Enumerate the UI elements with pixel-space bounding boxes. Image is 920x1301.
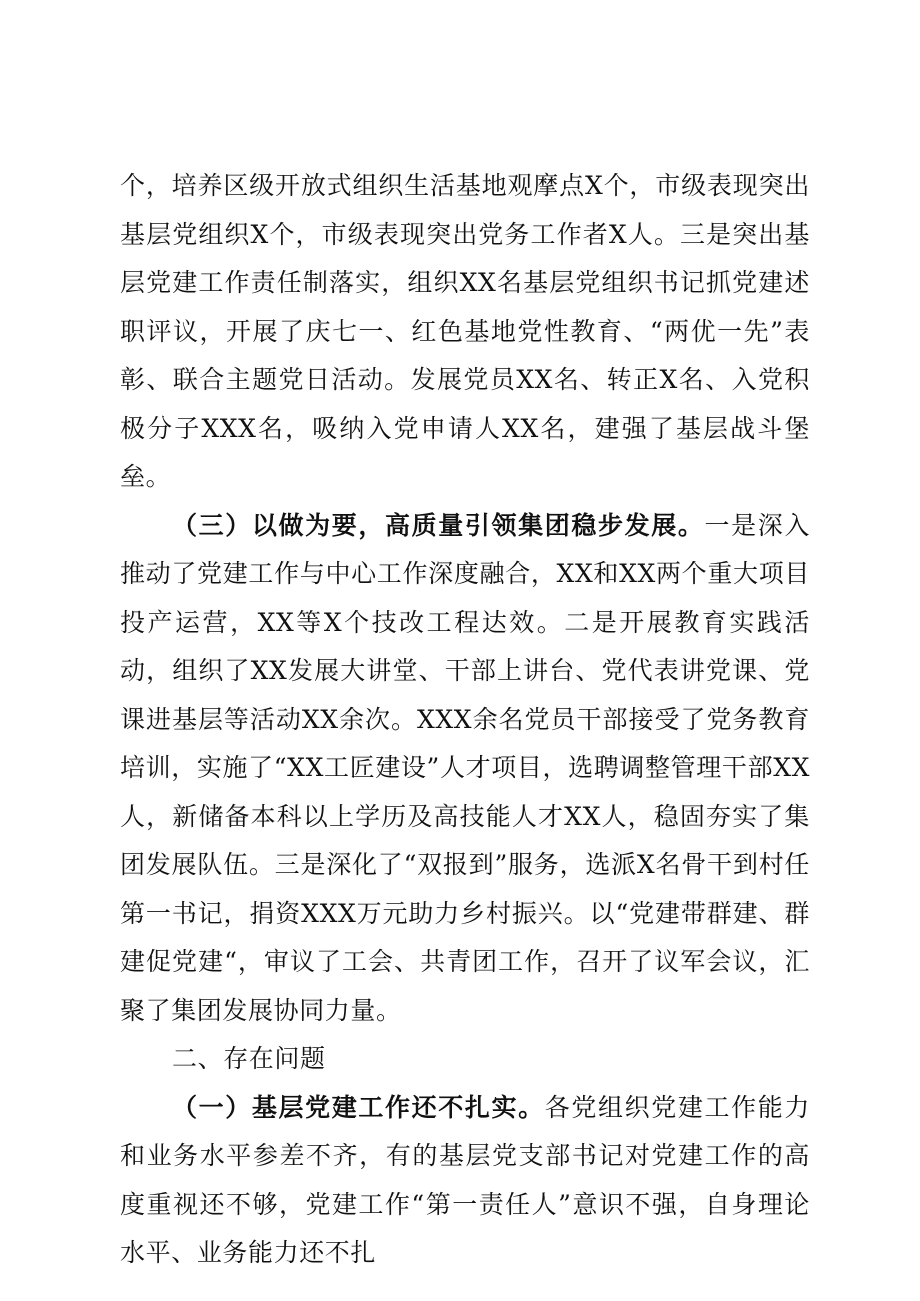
section-heading-problem-one: （一）基层党建工作还不扎实。 bbox=[172, 1092, 545, 1122]
paragraph-text: 一是深入推动了党建工作与中心工作深度融合，XX和XX两个重大项目投产运营，XX等X个技改工程达效。二是开展教育实践活动，组织了XX发展大讲堂、干部上讲台、党代表讲党课、党课进基层等活动XX余次。XXX余名党员干部接受了党务教育培训，实施了“XX工匠建设”人才项目，选聘调整管理干部XX人，新储备本科以上学历及高技能人才XX人，稳固夯实了集团发展队伍。三是深化了“双报到”服务，选派X名骨干到村任第一书记，捐资XXX万元助力乡村振兴。以“党建带群建、群建促党建“，审议了工会、共青团工作，召开了议军会议，汇聚了集团发展协同力量。 bbox=[120, 510, 810, 1025]
paragraph-continuation bbox=[120, 162, 810, 502]
paragraph-text: 各党组织党建工作能力和业务水平参差不齐，有的基层党支部书记对党建工作的高度重视还不够，党建工作“第一责任人”意识不强，自身理论水平、业务能力还不扎 bbox=[120, 1092, 810, 1267]
paragraph-text: 个，培养区级开放式组织生活基地观摩点X个，市级表现突出基层党组织X个，市级表现突出党务工作者X人。三是突出基层党建工作责任制落实，组织XX名基层党组织书记抓党建述职评议，开展了庆七一、红色基地党性教育、“两优一先”表彰、联合主题党日活动。发展党员XX名、转正X名、入党积极分子XXX名，吸纳入党申请人XX名，建强了基层战斗堡垒。 bbox=[120, 171, 810, 491]
document-body bbox=[120, 162, 810, 1278]
paragraph-section-three bbox=[120, 502, 810, 1036]
section-heading-three: （三）以做为要，高质量引领集团稳步发展。 bbox=[172, 510, 705, 540]
paragraph-problem-one bbox=[120, 1084, 810, 1278]
chapter-heading: 二、存在问题 bbox=[172, 1044, 326, 1073]
